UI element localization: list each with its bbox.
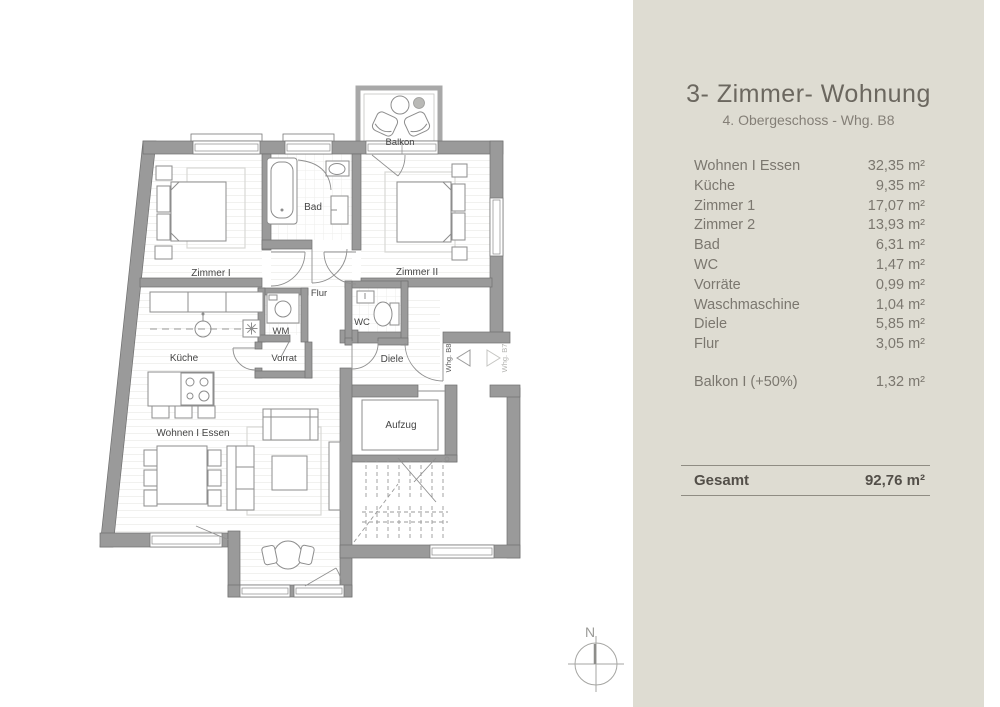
room-name: Diele bbox=[694, 316, 728, 333]
corridor-markers bbox=[444, 344, 509, 373]
room-list bbox=[694, 157, 925, 355]
room-row bbox=[694, 335, 925, 355]
label-zimmer1: Zimmer I bbox=[191, 268, 231, 279]
room-area: 1,04 m² bbox=[875, 296, 925, 313]
room-area: 17,07 m² bbox=[867, 197, 925, 214]
room-name: WC bbox=[694, 256, 719, 273]
label-aufzug: Aufzug bbox=[385, 420, 417, 431]
label-wohnen: Wohnen I Essen bbox=[156, 428, 230, 439]
room-name: Zimmer 2 bbox=[694, 217, 756, 234]
room-row bbox=[694, 157, 925, 177]
page-title: 3- Zimmer- Wohnung bbox=[686, 80, 931, 108]
room-row bbox=[694, 256, 925, 276]
room-area: 0,99 m² bbox=[875, 276, 925, 293]
page-subtitle: 4. Obergeschoss - Whg. B8 bbox=[722, 112, 895, 128]
room-row bbox=[694, 197, 925, 217]
room-name: Küche bbox=[694, 177, 736, 194]
label-kueche: Küche bbox=[169, 353, 199, 364]
room-row bbox=[694, 315, 925, 335]
label-bad: Bad bbox=[304, 202, 322, 213]
room-row bbox=[694, 236, 925, 256]
room-area: 9,35 m² bbox=[875, 177, 925, 194]
label-wm: WM bbox=[272, 326, 290, 337]
room-name: Vorräte bbox=[694, 276, 741, 293]
room-row bbox=[694, 177, 925, 197]
label-whg-b7: Whg. B7 bbox=[500, 343, 509, 373]
total-label: Gesamt bbox=[694, 472, 750, 489]
room-area: 1,32 m² bbox=[875, 374, 925, 390]
compass-icon bbox=[568, 624, 624, 692]
room-name: Bad bbox=[694, 237, 720, 254]
label-diele: Diele bbox=[380, 354, 404, 365]
info-panel bbox=[633, 0, 984, 707]
label-whg-b8: Whg. B8 bbox=[444, 343, 453, 373]
balcony-row bbox=[694, 373, 925, 393]
room-row bbox=[694, 216, 925, 236]
room-name: Flur bbox=[694, 336, 719, 353]
total-block bbox=[681, 465, 930, 496]
room-row bbox=[694, 276, 925, 296]
room-name: Zimmer 1 bbox=[694, 197, 756, 214]
label-vorrat: Vorrat bbox=[271, 353, 297, 364]
staircase bbox=[354, 457, 449, 542]
room-name: Wohnen I Essen bbox=[694, 158, 801, 174]
total-row bbox=[681, 466, 930, 495]
room-name: Waschmaschine bbox=[694, 296, 800, 313]
label-north: N bbox=[584, 624, 596, 640]
label-flur: Flur bbox=[310, 288, 328, 299]
room-area: 3,05 m² bbox=[875, 336, 925, 353]
label-wc: WC bbox=[354, 317, 370, 328]
room-area: 1,47 m² bbox=[875, 256, 925, 273]
room-name: Balkon I (+50%) bbox=[694, 374, 798, 390]
label-zimmer2: Zimmer II bbox=[395, 267, 439, 278]
room-area: 13,93 m² bbox=[867, 217, 925, 234]
room-area: 5,85 m² bbox=[875, 316, 925, 333]
label-balkon: Balkon bbox=[385, 137, 415, 148]
total-area: 92,76 m² bbox=[864, 472, 925, 489]
room-area: 32,35 m² bbox=[867, 158, 925, 174]
room-area: 6,31 m² bbox=[875, 237, 925, 254]
room-row bbox=[694, 296, 925, 316]
